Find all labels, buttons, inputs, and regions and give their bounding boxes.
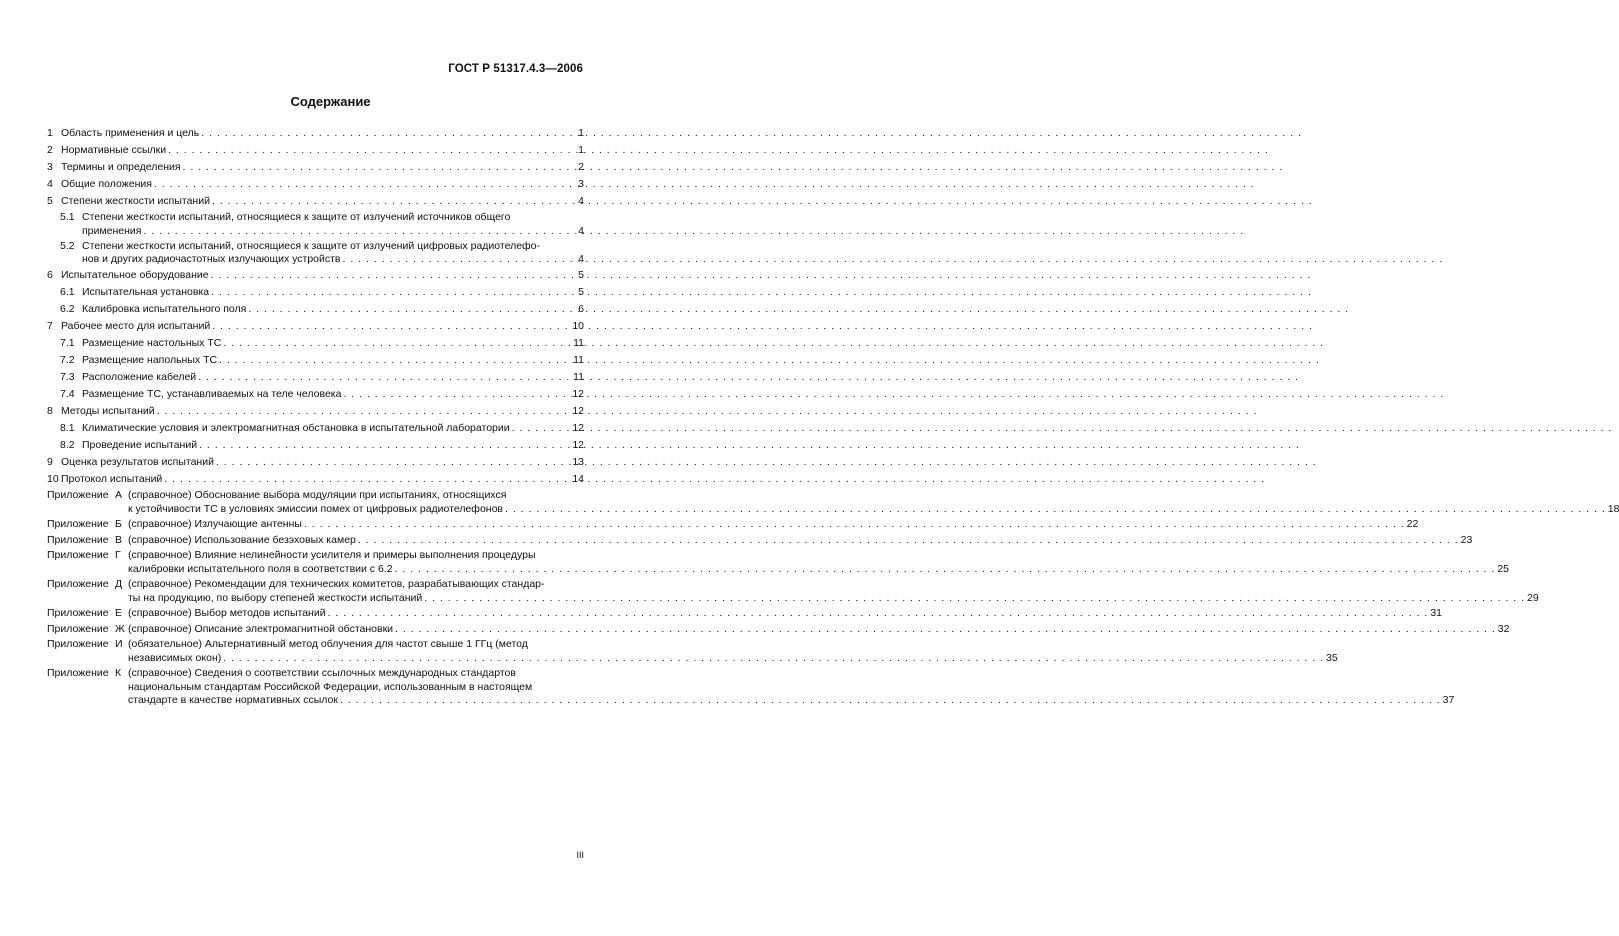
dot-leader [248,302,576,318]
toc-entry[interactable] [47,194,584,210]
section-number: 6.1 [60,286,75,298]
dot-leader [512,421,571,437]
appendix-title: (справочное) Выбор методов испытаний [128,607,326,619]
toc-entry[interactable] [47,472,584,488]
appendix-title: (справочное) Рекомендации для технических комитетов, разрабатывающих стандар- [128,578,545,590]
dot-leader [183,160,577,176]
appendix-body [128,623,1509,637]
appendix-title: независимых окон) [128,651,222,664]
appendix-letter: В [115,533,123,546]
section-page: 12 [572,405,584,417]
section-page: 4 [578,253,584,265]
appendix-title: стандарте в качестве нормативных ссылок [128,694,338,706]
appendix-label: Приложение [47,549,109,561]
dot-leader [219,353,571,369]
appendix-entry[interactable] [47,607,1443,621]
dot-leader [198,370,571,386]
appendix-entry[interactable] [47,518,1419,532]
appendix-letter: Д [115,578,123,590]
appendix-title: национальным стандартам Российской Федерации, использованным в настоящем [128,680,533,693]
dot-leader [343,387,570,403]
appendix-title-line [128,534,1472,548]
appendix-body [128,638,1338,665]
toc-entry[interactable] [47,370,584,386]
section-title: Рабочее место для испытаний [61,320,211,332]
appendix-page: 32 [1497,622,1510,635]
appendix-body [128,549,1509,576]
dot-leader [216,455,570,471]
appendix-page: 31 [1430,607,1443,619]
appendix-page: 18 [1607,502,1619,515]
section-title: нов и других радиочастотных излучающих устройств [82,253,341,265]
section-page: 1 [578,127,584,139]
section-title: Оценка результатов испытаний [61,456,214,468]
toc-entry-line [47,404,584,420]
section-number: 9 [47,456,53,468]
appendix-title: (справочное) Описание электромагнитной обстановки [128,622,394,635]
appendix-title-line [128,489,1619,503]
section-page: 4 [578,195,584,207]
dot-leader [223,652,1324,666]
section-number: 7.4 [60,388,75,400]
toc-entry[interactable] [47,387,584,403]
appendix-label: Приложение [47,518,109,530]
section-page: 13 [572,456,584,468]
section-page: 11 [573,337,584,349]
page-title: Содержание [290,94,371,109]
section-page: 11 [573,371,584,383]
dot-leader [395,563,1496,577]
appendix-title: калибровки испытательного поля в соответствии с 6.2 [128,562,393,575]
appendix-label: Приложение [47,607,109,619]
appendix-body [128,489,1619,516]
appendix-body [128,578,1539,605]
section-page: 5 [578,286,584,298]
appendix-label: Приложение [47,622,109,635]
toc-entry[interactable] [47,160,584,176]
appendix-title-line [128,563,1509,577]
section-page: 5 [578,269,584,281]
toc-entry[interactable] [47,404,584,420]
section-page: 6 [578,303,584,315]
toc-entry[interactable] [47,319,584,335]
appendix-title: (справочное) Обоснование выбора модуляции при испытаниях, относящихся [128,489,507,501]
section-page: 3 [578,178,584,190]
section-title: Испытательное оборудование [61,269,209,281]
dot-leader [343,253,577,267]
toc-entry-line [47,240,584,254]
appendix-body [128,534,1472,548]
section-title: Степени жесткости испытаний, относящиеся к защите от излучений источников общего [82,211,511,223]
appendix-body [128,667,1454,708]
section-page: 12 [572,422,584,434]
section-number: 6 [47,269,53,281]
toc-entry[interactable] [47,285,584,301]
section-number: 7.1 [60,337,75,349]
dot-leader [157,404,571,420]
toc-entry-line [47,353,584,369]
appendix-entry[interactable] [47,549,1509,576]
dot-leader [199,438,570,454]
section-title: Область применения и цель [61,127,200,139]
appendix-title-line [128,503,1619,517]
toc-entry-line [47,126,584,142]
section-number: 6.2 [60,303,75,315]
toc-entry[interactable] [47,177,584,193]
appendix-title-line [128,694,1454,708]
appendix-letter: И [115,638,123,650]
appendix-page: 22 [1406,518,1419,530]
toc-entry[interactable] [47,240,584,267]
page-number: III [576,850,584,860]
section-page: 12 [572,439,584,451]
section-title: Размещение напольных ТС [82,354,218,366]
toc-entry[interactable] [47,455,584,471]
toc-entry[interactable] [47,268,584,284]
section-page: 1 [578,144,584,156]
section-number: 1 [47,127,53,139]
appendix-entry[interactable] [47,667,1455,708]
toc-entry[interactable] [47,126,584,142]
appendix-title: (справочное) Влияние нелинейности усилителя и примеры выполнения процедуры [128,549,536,561]
section-title: Размещение настольных ТС [82,337,222,349]
section-title: применения [82,224,142,237]
section-number: 4 [47,178,53,190]
appendix-title: (справочное) Сведения о соответствии ссылочных международных стандартов [128,667,516,679]
toc-entry-line [47,370,584,386]
appendix-letter: Ж [115,622,125,635]
dot-leader [143,225,576,239]
dot-leader [328,607,1429,621]
appendix-title: (обязательное) Альтернативный метод облучения для частот свыше 1 ГГц (метод [128,638,528,650]
appendix-letter: К [115,667,122,679]
appendix-letter: Е [115,607,123,619]
dot-leader [223,336,571,352]
appendix-title-line [128,592,1539,606]
dot-leader [505,503,1606,517]
appendix-entry[interactable] [47,578,1539,605]
section-page: 10 [572,320,584,332]
appendix-title: (справочное) Использование безэховых камер [128,533,356,546]
appendix-title-line [128,623,1509,637]
dot-leader [358,534,1459,548]
dot-leader [304,518,1405,532]
toc-entry-line [47,225,584,239]
section-title: Расположение кабелей [82,371,197,383]
section-number: 2 [47,144,53,156]
appendix-letter: Г [115,549,121,561]
appendix-page: 37 [1442,694,1455,706]
section-title: Проведение испытаний [82,439,198,451]
dot-leader [424,592,1525,606]
appendix-letter: Б [115,518,122,530]
section-title: Протокол испытаний [61,473,163,485]
section-number: 8.1 [60,422,75,434]
appendix-page: 29 [1527,591,1539,604]
section-page: 11 [573,354,584,366]
appendix-title-line [128,578,1539,592]
section-title: Испытательная установка [82,286,210,298]
appendix-title: к устойчивости ТС в условиях эмиссии помех от цифровых радиотелефонов [128,502,503,515]
document-code: ГОСТ Р 51317.4.3—2006 [448,63,583,75]
section-number: 5.2 [60,239,75,252]
toc-entry-line [47,211,584,225]
toc-entry-line [47,253,584,267]
dot-leader [168,143,576,159]
toc-entry-line [47,387,584,403]
appendix-page: 23 [1460,533,1473,546]
section-page: 4 [578,224,584,237]
appendix-title-line [128,652,1338,666]
toc-entry[interactable] [47,336,584,352]
appendix-title-line [128,518,1418,532]
toc-entry-line [47,302,584,318]
appendix-letter: А [115,489,123,501]
toc-entry-line [47,285,584,301]
appendix-title-line [128,681,1454,695]
toc-entry-line [47,194,584,210]
dot-leader [212,319,570,335]
section-number: 7.2 [60,354,75,366]
section-title: Общие положения [61,178,152,190]
appendix-page: 25 [1497,562,1509,575]
appendix-entry[interactable] [47,638,1338,665]
appendix-title-line [128,667,1454,681]
section-number: 5 [47,195,53,207]
appendix-title-line [128,607,1442,621]
appendix-body [128,518,1418,532]
dot-leader [211,268,577,284]
appendix-label: Приложение [47,667,109,679]
section-number: 7 [47,320,53,332]
section-title: Термины и определения [61,161,181,173]
appendix-title-line [128,549,1509,563]
toc-entry-line [47,455,584,471]
section-number: 8 [47,405,53,417]
toc-entry[interactable] [47,421,584,437]
toc-entry-line [47,472,584,488]
section-title: Методы испытаний [61,405,155,417]
appendix-page: 35 [1326,651,1338,664]
dot-leader [212,194,576,210]
section-title: Климатические условия и электромагнитная обстановка в испытательной лаборатории [82,422,510,434]
section-title: Степени жесткости испытаний, относящиеся к защите от излучений цифровых радиотелефо- [82,239,541,252]
toc-entry[interactable] [47,143,584,159]
section-number: 8.2 [60,439,75,451]
toc-entry[interactable] [47,211,584,238]
toc-entry[interactable] [47,438,584,454]
toc-entry-line [47,143,584,159]
appendix-title: ты на продукцию, по выбору степеней жесткости испытаний [128,591,423,604]
toc-entry-line [47,336,584,352]
toc-entry-line [47,421,584,437]
appendix-label: Приложение [47,578,109,590]
section-number: 7.3 [60,371,75,383]
dot-leader [340,694,1441,708]
section-page: 2 [578,161,584,173]
section-number: 10 [47,473,59,485]
section-title: Размещение ТС, устанавливаемых на теле человека [82,388,342,400]
dot-leader [164,472,570,488]
toc-entry-line [47,319,584,335]
section-number: 5.1 [60,211,75,223]
toc-entry-line [47,268,584,284]
appendix-entry[interactable] [47,489,1619,516]
section-page: 12 [572,388,584,400]
toc-entry[interactable] [47,353,584,369]
section-title: Степени жесткости испытаний [61,195,210,207]
appendix-entry[interactable] [47,533,1473,548]
appendix-title: (справочное) Излучающие антенны [128,518,302,530]
dot-leader [201,126,576,142]
appendix-entry[interactable] [47,622,1510,637]
dot-leader [154,177,576,193]
appendix-body [128,607,1442,621]
appendix-label: Приложение [47,489,109,501]
appendix-label: Приложение [47,533,109,546]
appendix-title-line [128,638,1338,652]
section-number: 3 [47,161,53,173]
toc-entry[interactable] [47,302,584,318]
toc-entry-line [47,177,584,193]
section-title: Калибровка испытательного поля [82,303,247,315]
toc-entry-line [47,160,584,176]
section-page: 14 [572,473,584,485]
dot-leader [211,285,576,301]
appendix-label: Приложение [47,638,109,650]
dot-leader [395,623,1496,637]
section-title: Нормативные ссылки [61,144,167,156]
toc-entry-line [47,438,584,454]
table-of-contents [47,126,1619,710]
